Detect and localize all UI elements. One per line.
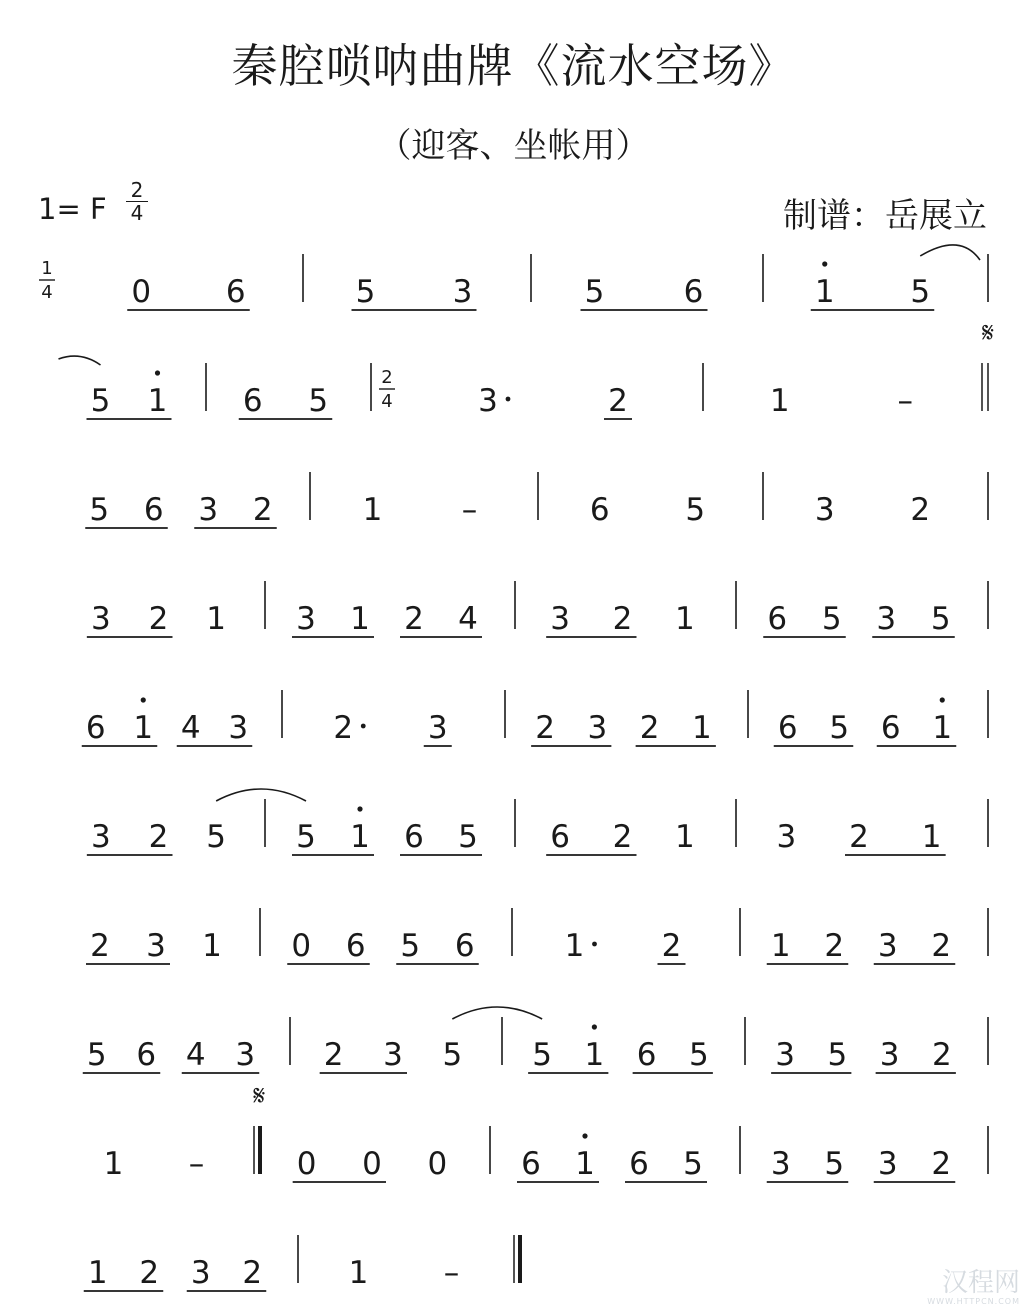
note-1: 1 xyxy=(674,601,695,637)
note-5: 5 xyxy=(685,492,706,528)
note-6: 6 xyxy=(521,1146,541,1182)
watermark-url: WWW.HTTPCN.COM xyxy=(927,1297,1020,1306)
tie-arc xyxy=(920,245,980,260)
time-signature-denominator: 4 xyxy=(41,282,53,303)
note-3: 3 xyxy=(90,819,111,855)
note-3: 3 xyxy=(879,1037,900,1073)
note-0: 0 xyxy=(131,274,152,310)
note-3: 3 xyxy=(776,819,797,855)
note-3: 3 xyxy=(190,1255,211,1291)
note-6: 6 xyxy=(589,492,610,528)
note-3: 3 xyxy=(90,601,111,637)
note-3: 3 xyxy=(296,601,316,637)
note-2: 2 xyxy=(608,383,628,419)
note-0: 0 xyxy=(291,928,312,964)
high-octave-dot xyxy=(141,697,146,702)
note-6: 6 xyxy=(345,928,366,964)
note-2: 2 xyxy=(661,928,682,964)
note-1: 1 xyxy=(348,1255,369,1291)
high-octave-dot xyxy=(582,1133,587,1138)
tie-arc xyxy=(216,789,306,801)
segno-sign: 𝄋 xyxy=(981,316,995,349)
note-2: 2 xyxy=(139,1255,160,1291)
note-4: 4 xyxy=(180,710,201,746)
note-2: 2 xyxy=(849,819,869,855)
note-3: 3 xyxy=(550,601,571,637)
note-5: 5 xyxy=(930,601,951,637)
note-5: 5 xyxy=(821,601,842,637)
note-–: – xyxy=(188,1146,205,1182)
note-3: 3 xyxy=(814,492,835,528)
note-3: 3 xyxy=(228,710,249,746)
note-5: 5 xyxy=(206,819,227,855)
tie-arc-continued xyxy=(59,356,101,365)
note-1: 1 xyxy=(350,819,370,855)
note-2: 2 xyxy=(932,1037,952,1073)
note-5: 5 xyxy=(400,928,421,964)
note-2: 2 xyxy=(931,1146,952,1182)
note-1: 1 xyxy=(575,1146,595,1182)
note-–: – xyxy=(443,1255,460,1291)
note-5: 5 xyxy=(442,1037,463,1073)
note-5: 5 xyxy=(296,819,316,855)
high-octave-dot xyxy=(940,697,945,702)
high-octave-dot xyxy=(357,806,362,811)
note-3: 3 xyxy=(452,274,473,310)
note-2: 2 xyxy=(910,492,931,528)
note-1: 1 xyxy=(350,601,370,637)
note-1: 1 xyxy=(814,274,835,310)
note-1: 1 xyxy=(202,928,222,964)
note-–: – xyxy=(461,492,478,528)
note-6: 6 xyxy=(683,274,704,310)
note-3: 3 xyxy=(383,1037,403,1073)
note-3: 3 xyxy=(876,601,897,637)
page-subtitle: （迎客、坐帐用） xyxy=(377,126,650,166)
note-3: 3 xyxy=(877,928,898,964)
note-1: 1 xyxy=(87,1255,108,1291)
note-3: 3 xyxy=(775,1037,795,1073)
note-1: 1 xyxy=(769,383,790,419)
note-5: 5 xyxy=(458,819,478,855)
note-1: 1 xyxy=(932,710,953,746)
note-5: 5 xyxy=(824,1146,845,1182)
note-2: 2 xyxy=(612,601,633,637)
note-3: 3 xyxy=(478,383,498,419)
note-5: 5 xyxy=(829,710,850,746)
watermark-name: 汉程网 xyxy=(941,1268,1020,1298)
note-5: 5 xyxy=(90,383,111,419)
note-1: 1 xyxy=(692,710,712,746)
note-6: 6 xyxy=(880,710,901,746)
note-0: 0 xyxy=(427,1146,448,1182)
note-2: 2 xyxy=(323,1037,344,1073)
note-0: 0 xyxy=(296,1146,317,1182)
note-1: 1 xyxy=(584,1037,605,1073)
note-1: 1 xyxy=(147,383,168,419)
note-3: 3 xyxy=(235,1037,256,1073)
note-6: 6 xyxy=(777,710,798,746)
augmentation-dot xyxy=(592,942,597,947)
note-1: 1 xyxy=(103,1146,124,1182)
augmentation-dot xyxy=(506,397,511,402)
tie-arc xyxy=(452,1007,542,1019)
note-6: 6 xyxy=(404,819,424,855)
note-5: 5 xyxy=(532,1037,552,1073)
note-1: 1 xyxy=(133,710,154,746)
note-6: 6 xyxy=(242,383,263,419)
note-1: 1 xyxy=(206,601,227,637)
high-octave-dot xyxy=(155,370,160,375)
note-3: 3 xyxy=(877,1146,898,1182)
high-octave-dot xyxy=(592,1024,597,1029)
augmentation-dot xyxy=(361,724,366,729)
note-2: 2 xyxy=(252,492,273,528)
note-2: 2 xyxy=(824,928,845,964)
note-6: 6 xyxy=(636,1037,657,1073)
time-signature-numerator: 2 xyxy=(381,367,393,388)
note-5: 5 xyxy=(689,1037,709,1073)
time-signature-numerator: 2 xyxy=(130,178,144,202)
note-4: 4 xyxy=(185,1037,206,1073)
note-5: 5 xyxy=(89,492,110,528)
note-5: 5 xyxy=(308,383,329,419)
note-1: 1 xyxy=(564,928,585,964)
note-6: 6 xyxy=(767,601,788,637)
note-3: 3 xyxy=(770,1146,791,1182)
note-5: 5 xyxy=(355,274,376,310)
note-6: 6 xyxy=(550,819,571,855)
note-2: 2 xyxy=(404,601,424,637)
note-3: 3 xyxy=(198,492,219,528)
key-signature: 1= F xyxy=(38,192,107,226)
note-2: 2 xyxy=(90,928,110,964)
note-6: 6 xyxy=(136,1037,157,1073)
note-5: 5 xyxy=(827,1037,848,1073)
note-5: 5 xyxy=(86,1037,107,1073)
note-6: 6 xyxy=(143,492,164,528)
note-2: 2 xyxy=(242,1255,263,1291)
note-6: 6 xyxy=(85,710,106,746)
note-2: 2 xyxy=(333,710,354,746)
note-2: 2 xyxy=(535,710,555,746)
note-1: 1 xyxy=(362,492,383,528)
author-credit: 制谱：岳展立 xyxy=(783,196,987,236)
time-signature-numerator: 1 xyxy=(41,258,53,279)
note-2: 2 xyxy=(148,819,169,855)
note-6: 6 xyxy=(629,1146,649,1182)
note-2: 2 xyxy=(931,928,952,964)
note-0: 0 xyxy=(362,1146,382,1182)
note-1: 1 xyxy=(770,928,791,964)
note-5: 5 xyxy=(910,274,931,310)
note-4: 4 xyxy=(458,601,478,637)
note-6: 6 xyxy=(225,274,246,310)
note-3: 3 xyxy=(587,710,608,746)
note-5: 5 xyxy=(584,274,605,310)
time-signature-denominator: 4 xyxy=(130,201,144,225)
high-octave-dot xyxy=(822,261,827,266)
note-2: 2 xyxy=(639,710,660,746)
note-–: – xyxy=(897,383,913,419)
note-1: 1 xyxy=(674,819,695,855)
note-2: 2 xyxy=(148,601,169,637)
note-1: 1 xyxy=(921,819,942,855)
note-5: 5 xyxy=(683,1146,703,1182)
segno-sign: 𝄋 xyxy=(253,1079,266,1112)
watermark xyxy=(880,1262,1020,1306)
page-title: 秦腔唢呐曲牌《流水空场》 xyxy=(231,39,796,93)
note-6: 6 xyxy=(454,928,475,964)
time-signature-denominator: 4 xyxy=(381,391,393,412)
note-3: 3 xyxy=(427,710,448,746)
note-2: 2 xyxy=(612,819,633,855)
note-3: 3 xyxy=(146,928,166,964)
